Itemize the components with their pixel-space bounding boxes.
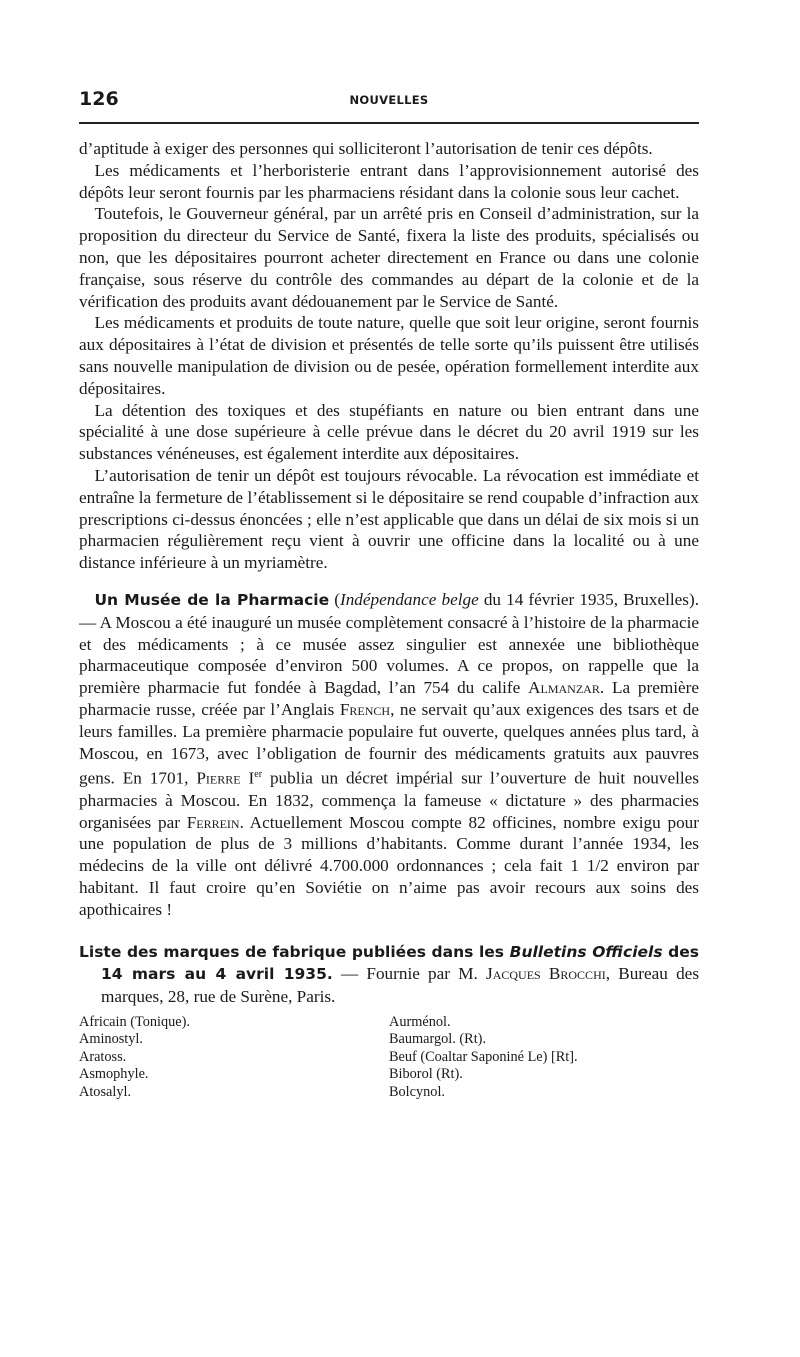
list-item: Bolcynol.: [389, 1083, 445, 1100]
spacer: [79, 574, 699, 589]
trademark-list-heading: Liste des marques de fabrique publiées dans les Bulletins Officiels des 14 mars au 4 avril 1935. — Fournie par M. Jacques Brocchi, Bureau des marques, 28, rue de Surène, Paris.: [79, 942, 700, 1007]
list-item: Africain (Tonique).: [79, 1014, 190, 1031]
paragraph: Toutefois, le Gouverneur général, par un arrêté pris en Conseil d’administration, sur la proposition du directeur du Service de Santé, fixera la liste des produits, spécialisés ou non, que les dépositaires pourront acheter directement en France ou dans une colonie française, sous réserve du contrôle des commandes au départ de la colonie et de la vérification des produits avant dédouanement par le Service de Santé.: [79, 204, 699, 311]
article-body: [79, 138, 699, 1101]
paragraph: Les médicaments et l’herboristerie entrant dans l’approvisionnement autorisé des dépôts leur seront fournis par les pharmaciens résidant dans la colonie sous leur cachet.: [79, 160, 699, 202]
list-item: Beuf (Coaltar Saponiné Le) [Rt].: [389, 1048, 578, 1065]
source-name: Indépendance belge: [339, 589, 479, 609]
page-number: 126: [79, 88, 119, 110]
page-header: [79, 86, 699, 110]
list-item: Atosalyl.: [79, 1083, 132, 1100]
running-title: NOUVELLES: [349, 93, 429, 107]
list-item: Baumargol. (Rt).: [389, 1031, 487, 1048]
header-rule: [79, 122, 699, 124]
list-item: Aratoss.: [79, 1048, 127, 1065]
person-name: Jacques Brocchi: [486, 964, 606, 984]
bulletin-title: Bulletins Officiels: [509, 942, 663, 961]
museum-news-paragraph: Un Musée de la Pharmacie (Indépendance belge du 14 février 1935, Bruxelles). — A Moscou a été inauguré un musée complètement consacré à l’histoire de la pharmacie et des médicaments ; à ce musée assez singulier est annexée une bibliothèque pharmaceutique composée d’environ 500 volumes. A ce propos, on rappelle que la première pharmacie fut fondée à Bagdad, l’an 754 du calife Almanzar. La première pharmacie russe, créée par l’Anglais French, ne servait qu’aux exigences des tsars et de leurs familles. La première pharmacie populaire fut ouverte, quelques années plus tard, à Moscou, en 1673, avec l’obligation de fournir des médicaments gratuits aux pauvres gens. En 1701, Pierre Ier publia un décret impérial sur l’ouverture de huit nouvelles pharmacies à Moscou. En 1832, commença la fameuse « dictature » des pharmacies organisées par Ferrein. Actuellement Moscou compte 82 officines, nombre exigu pour une population de plus de 3 millions d’habitants. Comme durant l’année 1934, les médecins de la ville ont délivré 4.700.000 ordonnances ; cela fait 1 1/2 environ par habitant. Il faut croire qu’en Soviétie on n’aime pas avoir recours aux soins des apothicaires !: [79, 589, 700, 919]
paragraph: d’aptitude à exiger des personnes qui solliciteront l’autorisation de tenir ces dépôts.: [79, 139, 653, 158]
list-item: Asmophyle.: [79, 1066, 149, 1083]
trademark-column-right: [389, 1014, 699, 1101]
person-name: Pierre: [196, 769, 241, 789]
person-name: Ferrein: [186, 812, 240, 832]
paragraph: Les médicaments et produits de toute nature, quelle que soit leur origine, seront fournis aux dépositaires à l’état de division et présentés de telle sorte qu’ils puissent être utilisés sans nouvelle manipulation de division ou de pesée, opération formellement interdite aux dépositaires.: [79, 313, 699, 398]
trademark-list: [79, 1014, 699, 1101]
person-name: Almanzar: [528, 678, 600, 698]
list-item: Biborol (Rt).: [389, 1066, 463, 1083]
spacer: [79, 921, 699, 941]
museum-news-title: Un Musée de la Pharmacie: [94, 590, 330, 609]
trademark-column-left: [79, 1014, 389, 1101]
paragraph: La détention des toxiques et des stupéfiants en nature ou bien entrant dans une spécialité à une dose supérieure à celle prévue dans le décret du 20 avril 1919 sur les substances vénéneuses, est également interdite aux dépositaires.: [79, 400, 699, 464]
list-item: Aminostyl.: [79, 1031, 143, 1048]
list-item: Aurménol.: [389, 1014, 451, 1031]
person-name: French: [339, 699, 391, 719]
paragraph: L’autorisation de tenir un dépôt est toujours révocable. La révocation est immédiate et entraîne la fermeture de l’établissement si le dépositaire se rend coupable d’infraction aux prescriptions ci-dessus énoncées ; elle n’est applicable que dans un délai de six mois si un pharmacien régulièrement reçu vient à ouvrir une officine dans la localité ou à une distance inférieure à un myriamètre.: [79, 465, 699, 573]
